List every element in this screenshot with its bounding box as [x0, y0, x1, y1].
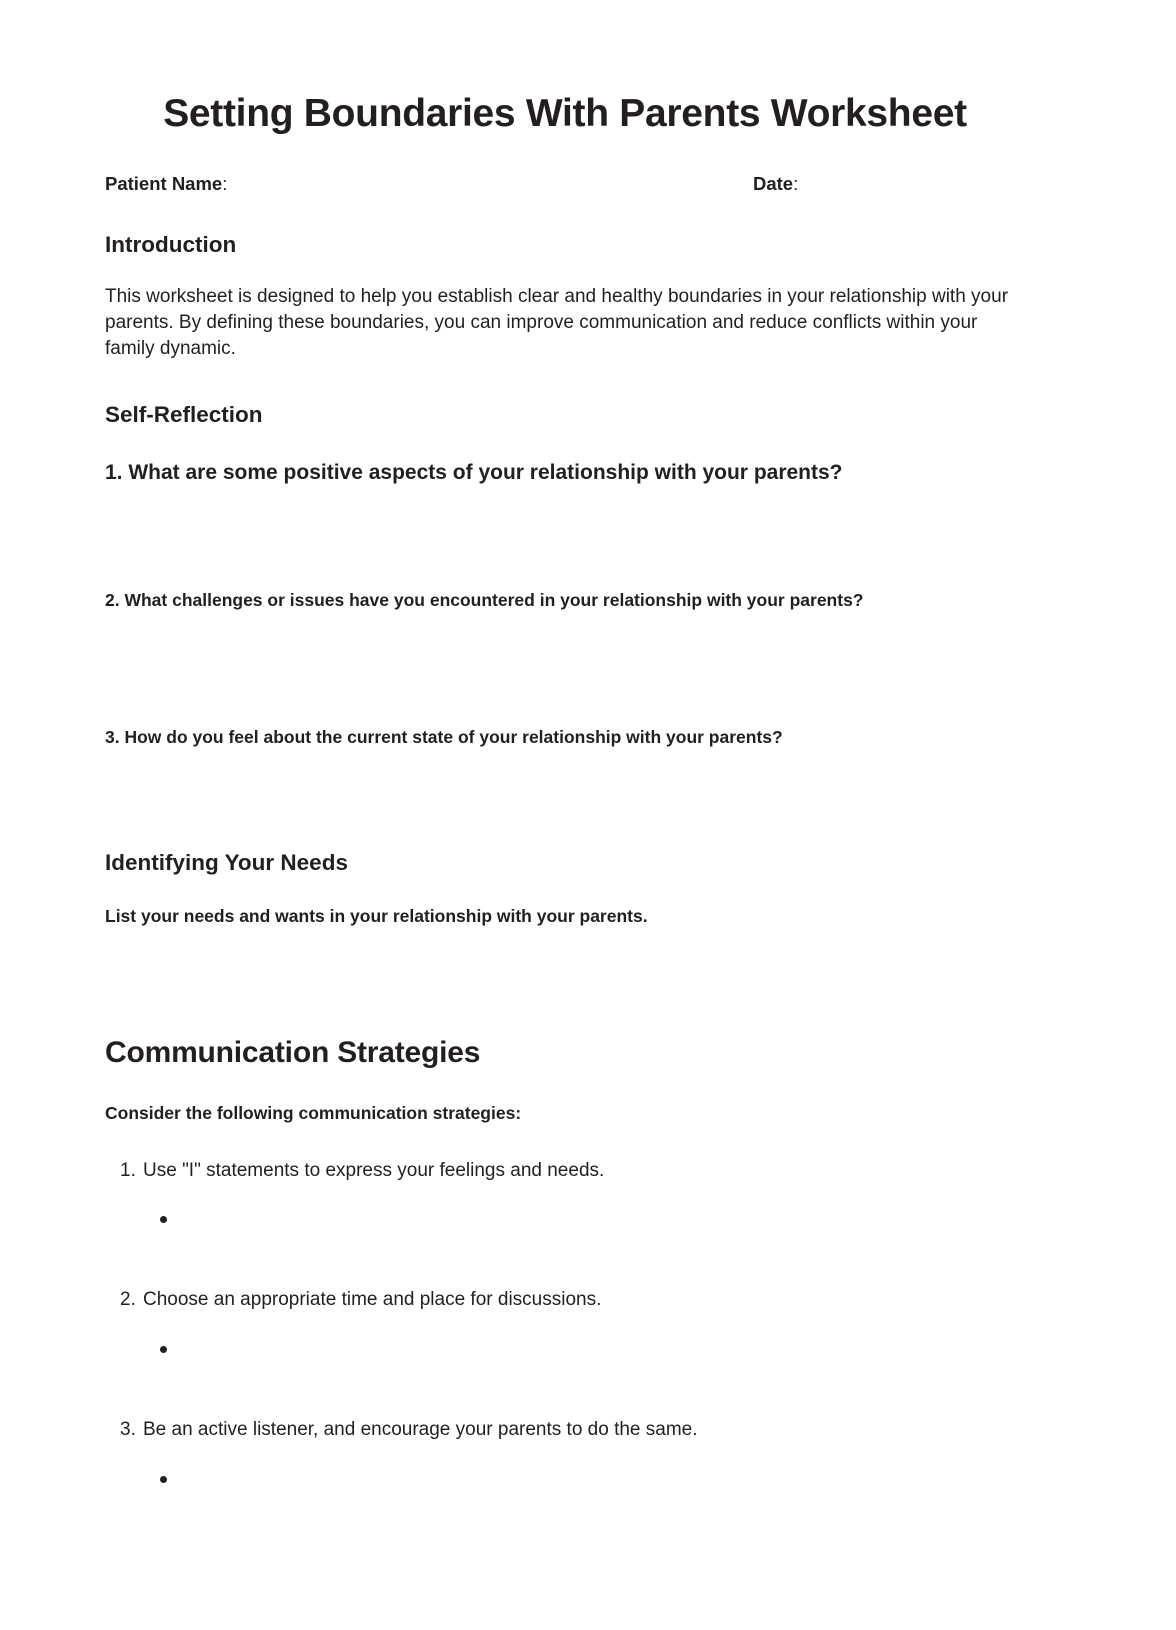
- document-content: [105, 0, 1025, 1493]
- self-reflection-question-1: 1. What are some positive aspects of your relationship with your parents?: [105, 460, 843, 484]
- communication-strategies-prompt: Consider the following communication strategies:: [105, 1102, 522, 1123]
- introduction-body: This worksheet is designed to help you establish clear and healthy boundaries in your relationship with your parents. By defining these boundaries, you can improve communication and reduce conflicts within your family dynamic.: [105, 286, 1009, 360]
- patient-name-colon: :: [222, 172, 228, 194]
- identifying-needs-prompt: List your needs and wants in your relationship with your parents.: [105, 905, 648, 926]
- list-item: [105, 1287, 1025, 1363]
- page-title: Setting Boundaries With Parents Worksheet: [163, 92, 967, 135]
- list-item-text: Be an active listener, and encourage your parents to do the same.: [143, 1418, 698, 1440]
- list-item-text: Choose an appropriate time and place for discussions.: [143, 1289, 602, 1311]
- patient-name-field[interactable]: [105, 173, 227, 195]
- date-label: Date: [753, 172, 794, 194]
- list-item: [105, 1417, 1025, 1493]
- date-field[interactable]: [753, 173, 798, 195]
- self-reflection-question-2: 2. What challenges or issues have you encountered in your relationship with your parents?: [105, 590, 864, 611]
- list-spacer: [105, 1233, 1025, 1287]
- self-reflection-heading: Self-Reflection: [105, 401, 263, 427]
- introduction-heading: Introduction: [105, 231, 237, 257]
- patient-meta-row: [105, 173, 1025, 197]
- patient-name-label: Patient Name: [105, 172, 223, 194]
- answer-bullet-line[interactable]: [143, 1333, 1025, 1363]
- list-spacer: [105, 1363, 1025, 1417]
- list-item-text: Use "I" statements to express your feelings and needs.: [143, 1159, 605, 1181]
- list-item-number: 2.: [120, 1289, 136, 1311]
- list-item-number: 1.: [120, 1159, 136, 1181]
- answer-bullet-line[interactable]: [143, 1203, 1025, 1233]
- communication-strategies-list: [105, 1158, 1025, 1493]
- date-colon: :: [793, 172, 799, 194]
- list-item: [105, 1158, 1025, 1234]
- identifying-needs-heading: Identifying Your Needs: [105, 849, 348, 875]
- list-item-number: 3.: [120, 1418, 136, 1440]
- communication-strategies-heading: Communication Strategies: [105, 1035, 481, 1069]
- self-reflection-question-3: 3. How do you feel about the current state of your relationship with your parents?: [105, 726, 783, 747]
- answer-bullet-line[interactable]: [143, 1463, 1025, 1493]
